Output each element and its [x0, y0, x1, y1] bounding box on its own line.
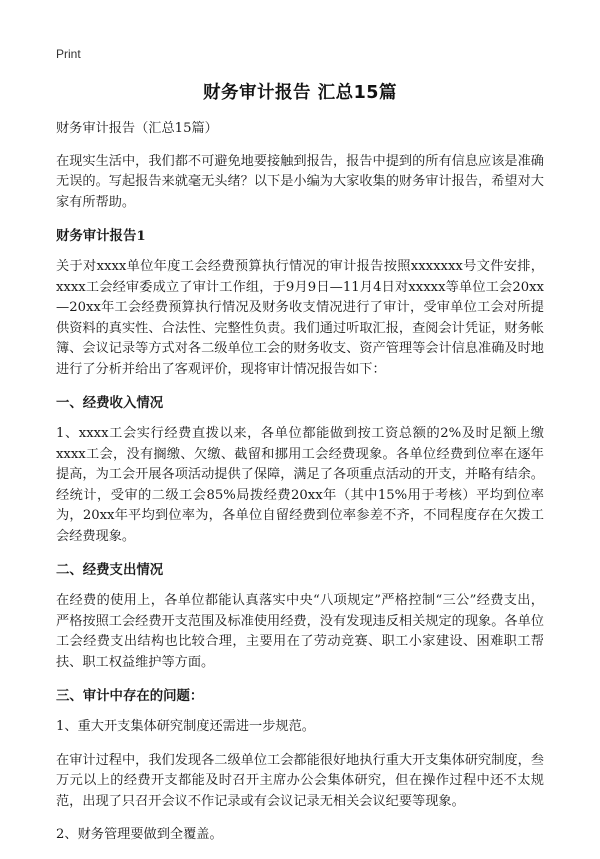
expense-paragraph: 在经费的使用上，各单位都能认真落实中央“八项规定”严格控制“三公”经费支出，严格按照工会经费开支范围及标准使用经费，没有发现违反相关规定的现象。各单位工会经费支出结构也比较合理，主要用在了劳动竞赛、职工小家建设、困难职工帮扶、职工权益维护等方面。: [56, 593, 544, 670]
income-paragraph: 1、xxxx工会实行经费直拨以来，各单位都能做到按工资总额的2%及时足额上缴xxxx工会，没有搁缴、欠缴、截留和挪用工会经费现象。各单位经费到位率在逐年提高，为工会开展各项活动提供了保障，满足了各项重点活动的开支，并略有结余。经统计，受审的二级工会85%局拨经费20xx年（其中15%用于考核）平均到位率为，20xx年平均到位率为，各单位自留经费到位率参差不齐，不同程度存在欠拨工会经费现象。: [56, 426, 544, 544]
print-label: Print: [56, 47, 81, 61]
issue1-title: 1、重大开支集体研究制度还需进一步规范。: [56, 719, 315, 734]
section-heading-report1: 财务审计报告1: [56, 228, 146, 244]
section-heading-expense: 二、经费支出情况: [56, 562, 164, 578]
section-heading-income: 一、经费收入情况: [56, 395, 164, 411]
issue2-title: 2、财务管理要做到全覆盖。: [56, 827, 223, 842]
page-title: 财务审计报告 汇总15篇: [203, 83, 397, 103]
report1-paragraph: 关于对xxxx单位年度工会经费预算执行情况的审计报告按照xxxxxxx号文件安排，xxxx工会经审委成立了审计工作组，于9月9日—11月4日对xxxxx等单位工会20xx—20xx年工会经费预算执行情况及财务收支情况进行了审计，受审单位工会对所提供资料的真实性、合法性、完整性负责。我们通过听取汇报，查阅会计凭证，财务帐簿、会议记录等方式对各二级单位工会的财务收支、资产管理等会计信息准确及时地进行了分析并给出了客观评价，现将审计情况报告如下：: [56, 259, 544, 377]
issue1-paragraph: 在审计过程中，我们发现各二级单位工会都能很好地执行重大开支集体研究制度，叁万元以上的经费开支都能及时召开主席办公会集体研究，但在操作过程中还不太规范，出现了只召开会议不作记录或有会议记录无相关会议纪要等现象。: [56, 752, 544, 809]
intro-paragraph: 在现实生活中，我们都不可避免地要接触到报告，报告中提到的所有信息应该是准确无误的。写起报告来就毫无头绪？以下是小编为大家收集的财务审计报告，希望对大家有所帮助。: [56, 153, 544, 210]
section-heading-issues: 三、审计中存在的问题：: [56, 688, 204, 704]
document-body: [56, 119, 544, 859]
document-subtitle: 财务审计报告（汇总15篇）: [56, 121, 218, 136]
